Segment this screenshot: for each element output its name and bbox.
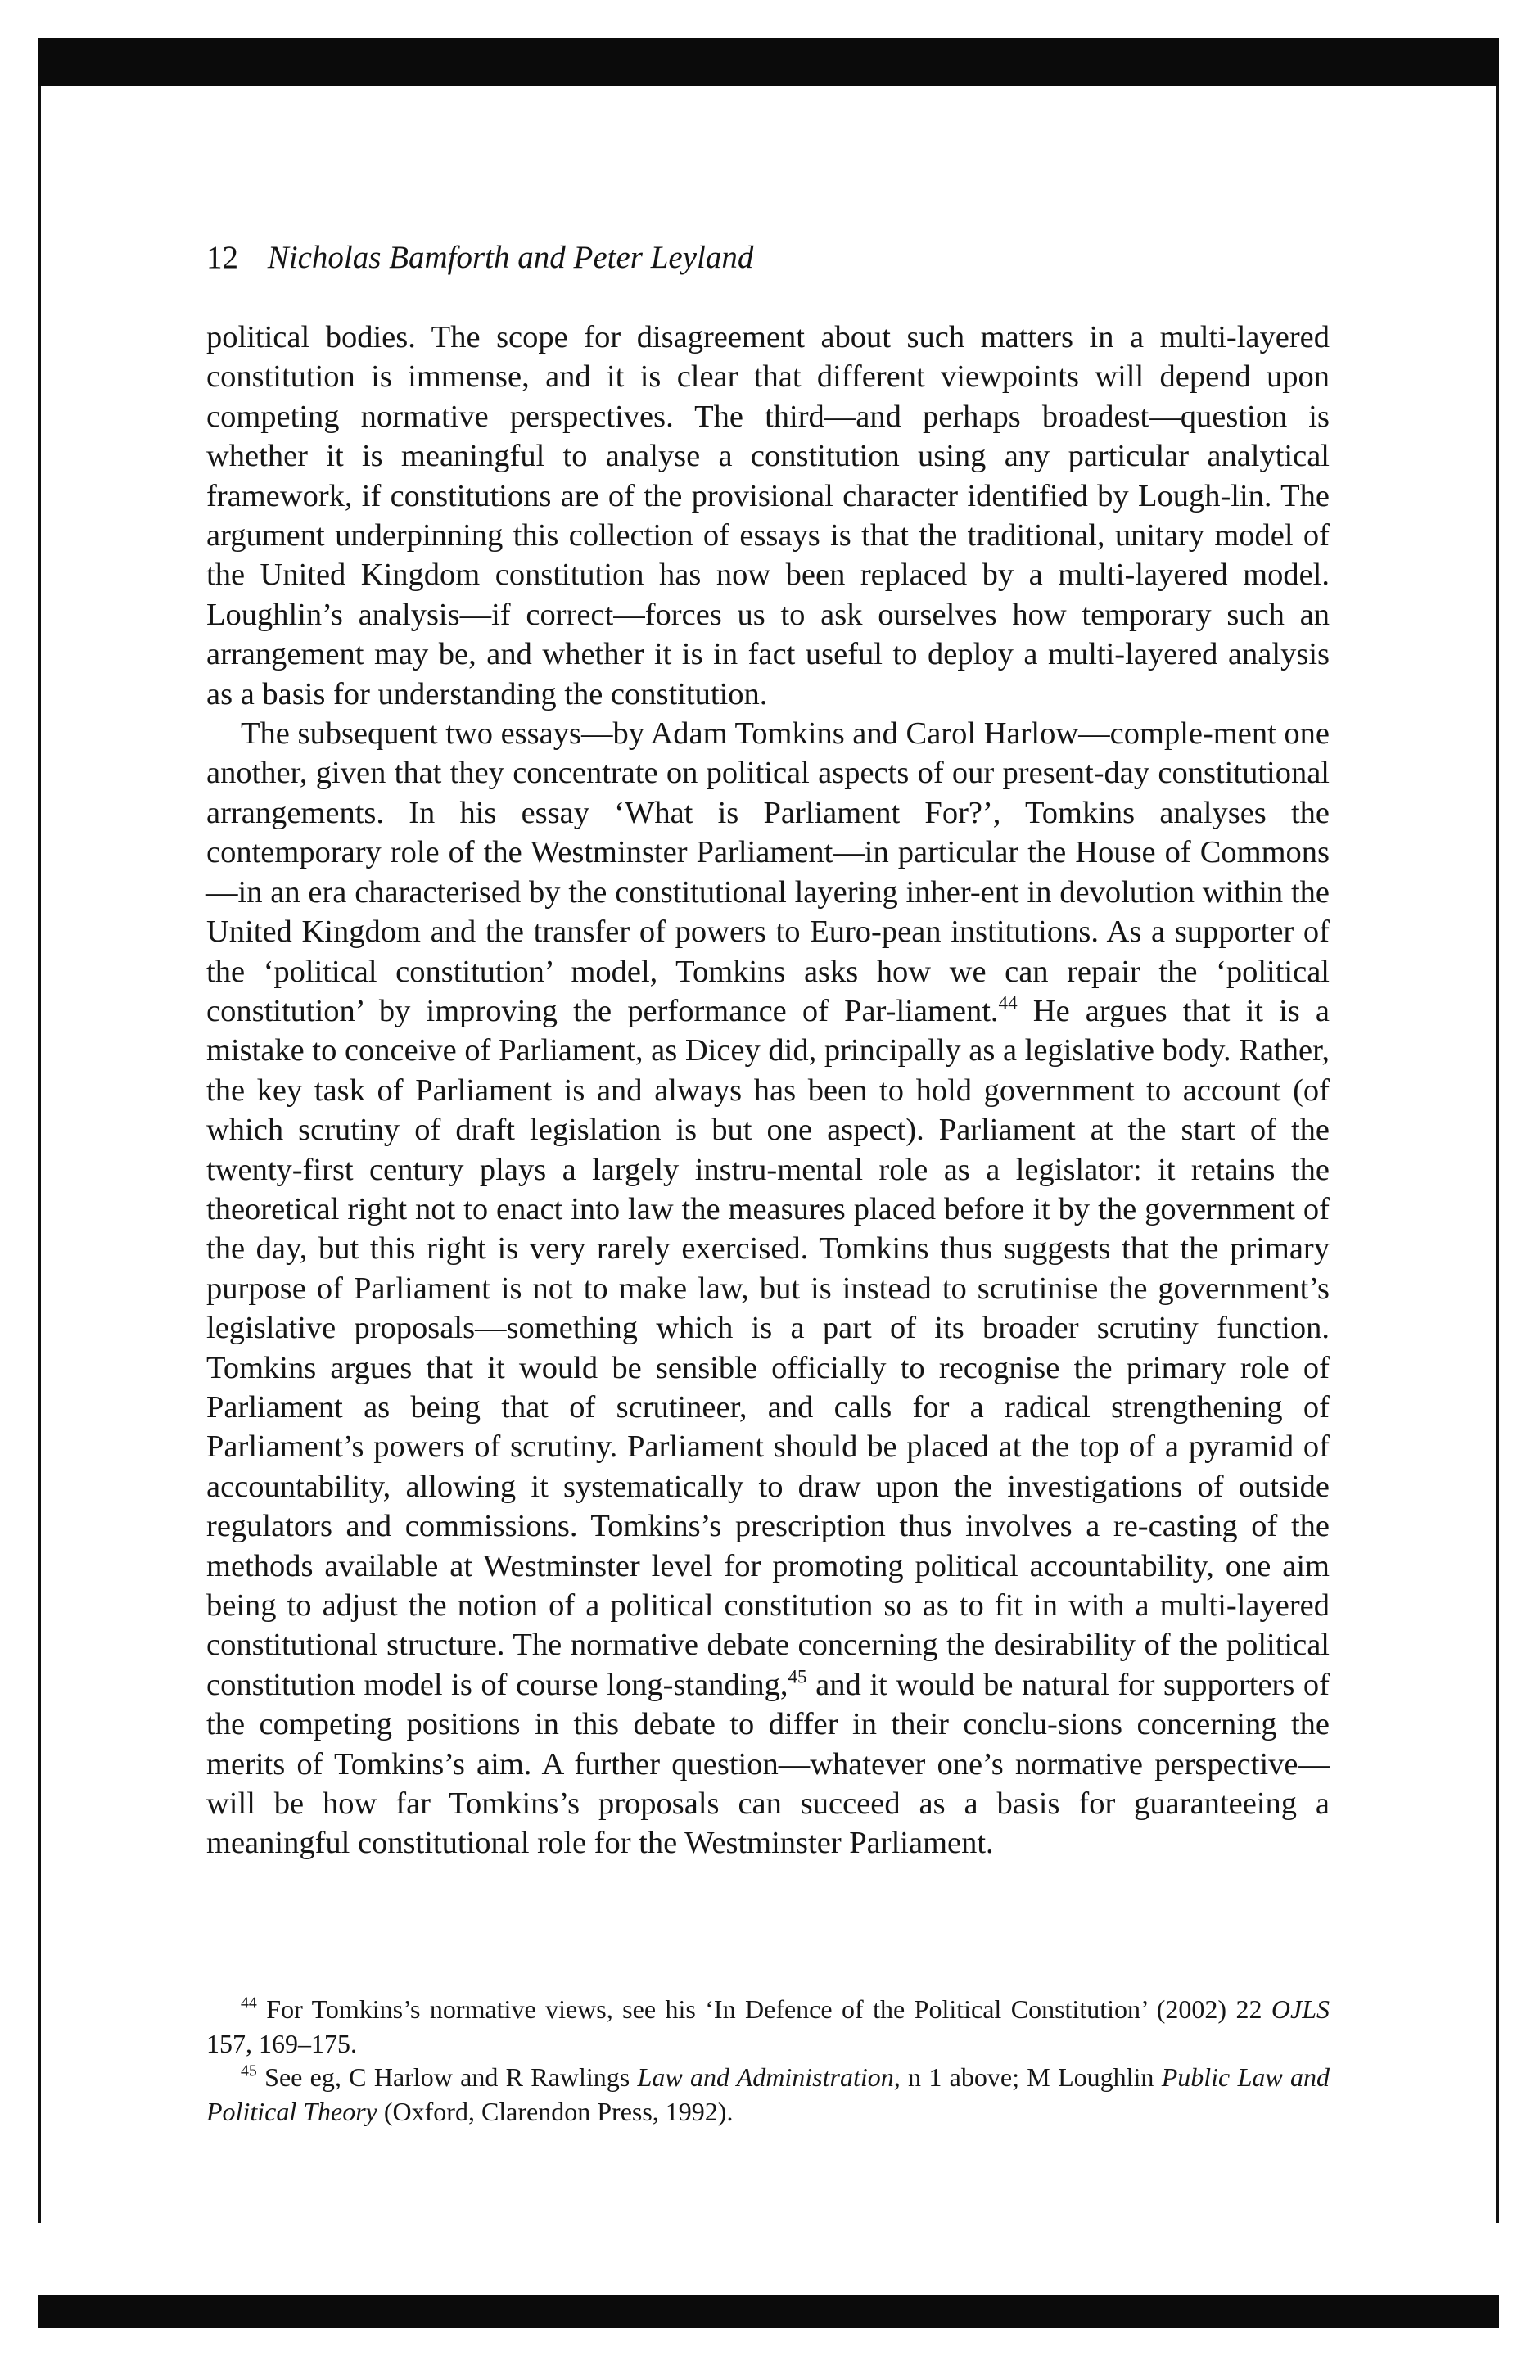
footnotes	[206, 1993, 1330, 2129]
paragraph-2-text-a: The subsequent two essays—by Adam Tomkins and Carol Harlow—comple-ment one another, given that they concentrate on political aspects of our present-day constitutional arrangements. In his essay ‘What is Parliament For?’, Tomkins analyses the contemporary role of the Westminster Parliament—in particular the House of Commons—in an era characterised by the constitutional layering inher-ent in devolution within the United Kingdom and the transfer of powers to Euro-pean institutions. As a supporter of the ‘political constitution’ model, Tomkins asks how we can repair the ‘political constitution’ by improving the performance of Par-liament.	[206, 716, 1330, 1028]
footnote-45-text: See eg, C Harlow and R Rawlings	[256, 2062, 638, 2092]
paragraph-1	[206, 318, 1330, 714]
paragraph-2-text-c: and it would be natural for supporters of the competing positions in this debate to differ in their conclu-sions concerning the merits of Tomkins’s aim. A further question—whatever one’s normative perspective—will be how far Tomkins’s proposals can succeed as a basis for guaranteeing a meaningful constitutional role for the Westminster Parliament.	[206, 1667, 1330, 1861]
footnote-44-journal: OJLS	[1271, 1994, 1330, 2024]
bottom-border-bar	[38, 2295, 1499, 2328]
footnote-45-number: 45	[241, 2062, 257, 2080]
footnote-44	[206, 1993, 1330, 2061]
footnote-44-number: 44	[241, 1994, 257, 2012]
paragraph-2	[206, 714, 1330, 1863]
left-border-rule	[38, 86, 41, 2223]
body-text	[206, 318, 1330, 1863]
footnote-45-publisher: (Oxford, Clarendon Press, 1992).	[377, 2096, 734, 2126]
top-border-bar	[38, 38, 1499, 86]
running-head-authors: Nicholas Bamforth and Peter Leyland	[267, 240, 754, 275]
running-header	[206, 239, 1312, 276]
footnote-44-text: For Tomkins’s normative views, see his ‘In Defence of the Political Constitution’ (2002) 22	[256, 1994, 1271, 2024]
footnote-45-title-1: Law and Administration,	[637, 2062, 901, 2092]
page-number: 12	[206, 240, 238, 275]
paragraph-1-text: political bodies. The scope for disagreement about such matters in a multi-layered constitution is immense, and it is clear that different viewpoints will depend upon competing normative perspectives. The third—and perhaps broadest—question is whether it is meaningful to analyse a constitution using any particular analytical framework, if constitutions are of the provisional character identified by Lough-lin. The argument underpinning this collection of essays is that the traditional, unitary model of the United Kingdom constitution has now been replaced by a multi-layered model. Loughlin’s analysis—if correct—forces us to ask ourselves how temporary such an arrangement may be, and whether it is in fact useful to deploy a multi-layered analysis as a basis for understanding the constitution.	[206, 320, 1330, 711]
footnote-ref-45[interactable]: 45	[788, 1665, 807, 1687]
right-border-rule	[1496, 86, 1499, 2223]
footnote-45-text-mid: n 1 above; M Loughlin	[900, 2062, 1162, 2092]
paragraph-2-text-b: He argues that it is a mistake to conceive of Parliament, as Dicey did, principally as a legislative body. Rather, the key task of Parliament is and always has been to hold government to account (of which scrutiny of draft legislation is but one aspect). Parliament at the start of the twenty-first century plays a largely instru-mental role as a legislator: it retains the theoretical right not to enact into law the measures placed before it by the government of the day, but this right is very rarely exercised. Tomkins thus suggests that the primary purpose of Parliament is not to make law, but is instead to scrutinise the government’s legislative proposals—something which is a part of its broader scrutiny function. Tomkins argues that it would be sensible officially to recognise the primary role of Parliament as being that of scrutineer, and calls for a radical strengthening of Parliament’s powers of scrutiny. Parliament should be placed at the top of a pyramid of accountability, allowing it systematically to draw upon the investigations of outside regulators and commissions. Tomkins’s prescription thus involves a re-casting of the methods available at Westminster level for promoting political accountability, one aim being to adjust the notion of a political constitution so as to fit in with a multi-layered constitutional structure. The normative debate concerning the desirability of the political constitution model is of course long-standing,	[206, 993, 1330, 1702]
footnote-44-pages: 157, 169–175.	[206, 2028, 357, 2058]
footnote-ref-44[interactable]: 44	[998, 991, 1018, 1014]
footnote-45	[206, 2061, 1330, 2129]
footnote-45-title-2: Public Law and Political Theory	[206, 2062, 1330, 2126]
